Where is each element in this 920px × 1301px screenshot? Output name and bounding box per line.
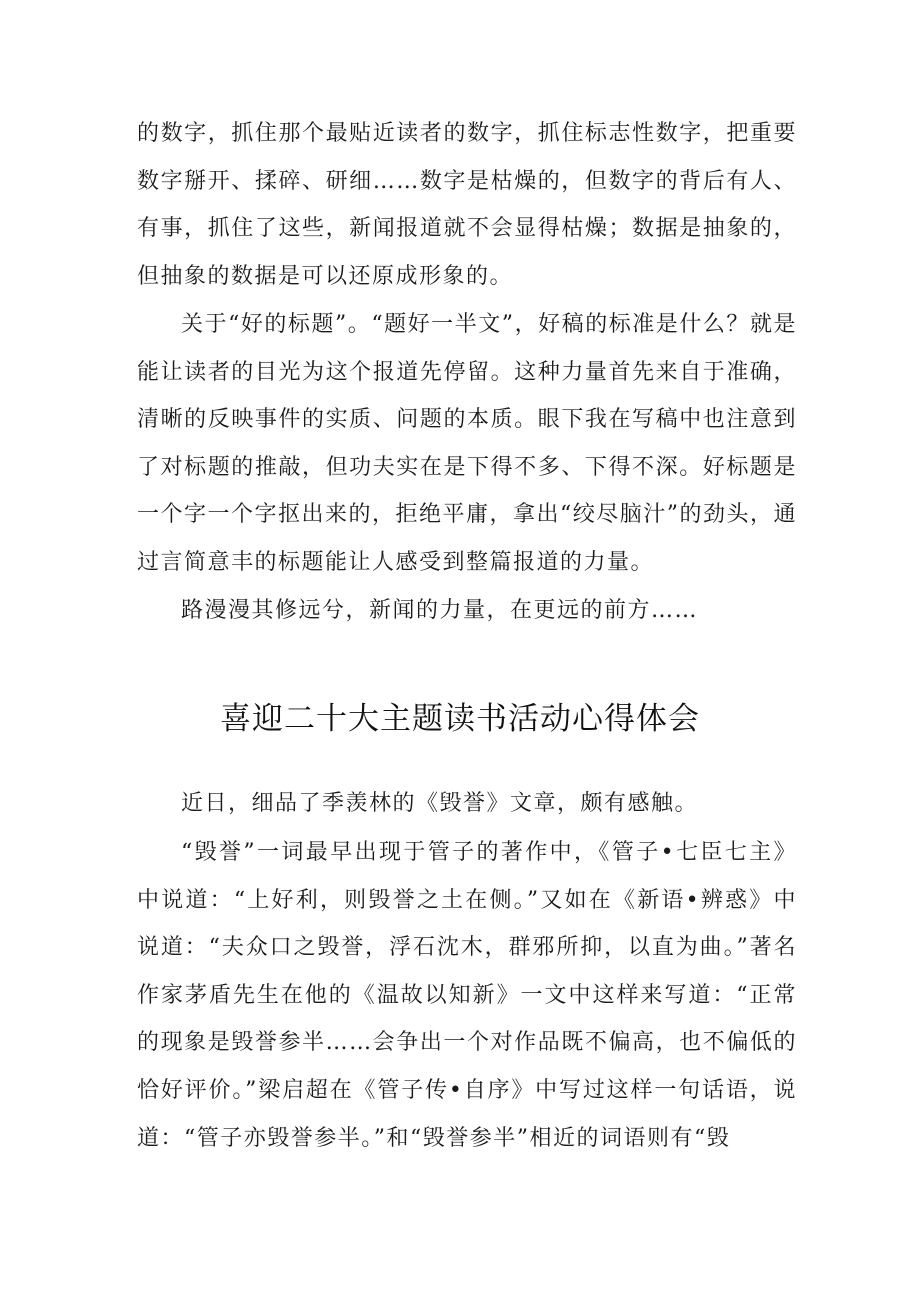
paragraph-good-title: 关于“好的标题”。“题好一半文”，好稿的标准是什么？就是能让读者的目光为这个报道先停留。这种力量首先来自于准确，清晰的反映事件的实质、问题的本质。眼下我在写稿中也注意到了对标题的推敲，但功夫实在是下得不多、下得不深。好标题是一个字一个字抠出来的，拒绝平庸，拿出“绞尽脑汁”的劲头，通过言简意丰的标题能让人感受到整篇报道的力量。 — [137, 312, 797, 575]
paragraph-intro: 近日，细品了季羡林的《毁誉》文章，颇有感触。 — [181, 791, 699, 816]
paragraph-numbers: 的数字，抓住那个最贴近读者的数字，抓住标志性数字，把重要数字掰开、揉碎、研细……数字是枯燥的，但数字的背后有人、有事，抓住了这些，新闻报道就不会显得枯燥；数据是抽象的，但抽象的数据是可以还原成形象的。 — [137, 121, 797, 289]
section-title: 喜迎二十大主题读书活动心得体会 — [220, 701, 700, 737]
paragraph-huiyu-origin: “毁誉”一词最早出现于管子的著作中，《管子•七臣七主》中说道：“上好利，则毁誉之土在侧。”又如在《新语•辨惑》中说道：“夫众口之毁誉，浮石沈木，群邪所抑，以直为曲。”著名作家茅盾先生在他的《温故以知新》一文中这样来写道：“正常的现象是毁誉参半……会争出一个对作品既不偏高，也不偏低的恰好评价。”梁启超在《管子传•自序》中写过这样一句话语，说道：“管子亦毁誉参半。”和“毁誉参半”相近的词语则有“毁 — [137, 840, 797, 1151]
paragraph-closing: 路漫漫其修远兮，新闻的力量，在更远的前方…… — [181, 598, 699, 623]
